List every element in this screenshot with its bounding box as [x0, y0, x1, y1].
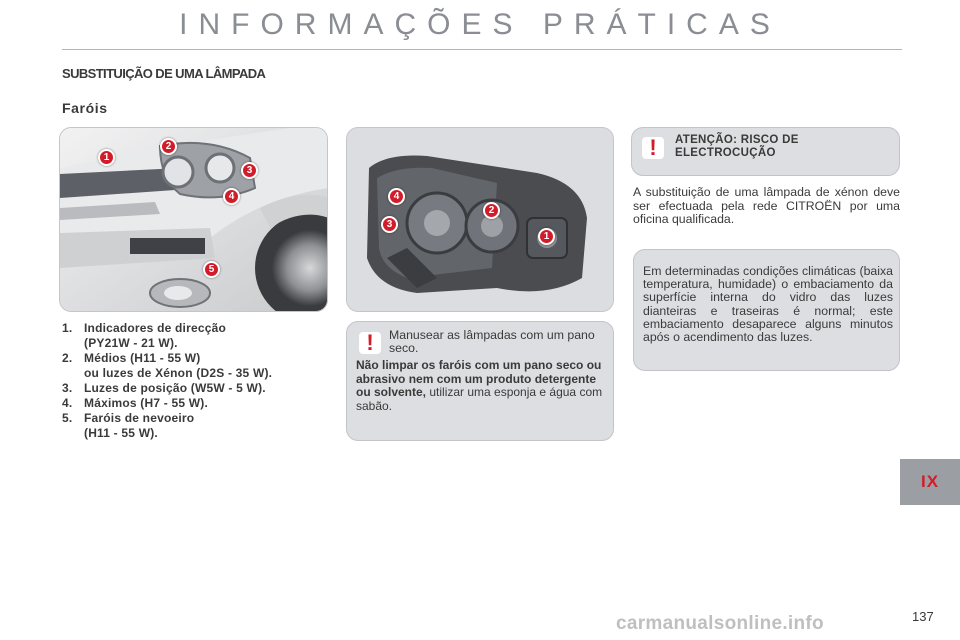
bulb-legend	[62, 321, 342, 441]
handling-text: Manusear as lâmpadas com um pano seco.	[389, 328, 595, 355]
condensation-note-box	[633, 249, 900, 371]
header-divider	[62, 49, 902, 50]
section-title: SUBSTITUIÇÃO DE UMA LÂMPADA	[62, 66, 266, 81]
legend-item-5: 5. Faróis de nevoeiro (H11 - 55 W).	[62, 411, 195, 440]
marker-2: 2	[160, 138, 177, 155]
electrocution-warning-box	[631, 127, 900, 176]
unit-marker-4: 4	[388, 188, 405, 205]
exclamation-icon: !	[359, 332, 381, 354]
sub-title: Faróis	[62, 100, 108, 116]
marker-4: 4	[223, 188, 240, 205]
legend-item-1: 1. Indicadores de direcção (PY21W - 21 W).	[62, 321, 226, 350]
page-header-title: INFORMAÇÕES PRÁTICAS	[179, 8, 781, 41]
chapter-tab[interactable]: IX	[900, 459, 960, 505]
marker-5: 5	[203, 261, 220, 278]
watermark: carmanualsonline.info	[616, 613, 824, 634]
marker-3: 3	[241, 162, 258, 179]
exclamation-icon: !	[642, 137, 664, 159]
legend-item-4: 4. Máximos (H7 - 55 W).	[62, 396, 209, 410]
legend-item-3: 3. Luzes de posição (W5W - 5 W).	[62, 381, 266, 395]
unit-marker-1: 1	[538, 228, 555, 245]
cleaning-warning-box	[346, 321, 614, 441]
page-number: 137	[912, 609, 934, 624]
unit-marker-3: 3	[381, 216, 398, 233]
legend-item-2: 2. Médios (H11 - 55 W) ou luzes de Xénon (D2S - 35 W).	[62, 351, 273, 380]
car-front-photo	[59, 127, 328, 312]
condensation-text: Em determinadas condições climáticas (baixa temperatura, humidade) o embaciamento da superfície interna do vidro das luzes dianteiras e traseiras é normal; este embaciamento desaparece alguns minutos após o acendimento das luzes.	[643, 264, 893, 345]
headlamp-unit-photo	[346, 127, 614, 312]
warning-title: ATENÇÃO: RISCO DE ELECTROCUÇÃO	[675, 134, 799, 159]
xenon-notice: A substituição de uma lâmpada de xénon deve ser efectuada pela rede CITROËN por uma oficina qualificada.	[633, 185, 900, 226]
marker-1: 1	[98, 149, 115, 166]
unit-marker-2: 2	[483, 202, 500, 219]
cleaning-text: Não limpar os faróis com um pano seco ou abrasivo nem com um produto detergente ou solvente, utilizar uma esponja e água com sabão.	[356, 358, 603, 413]
